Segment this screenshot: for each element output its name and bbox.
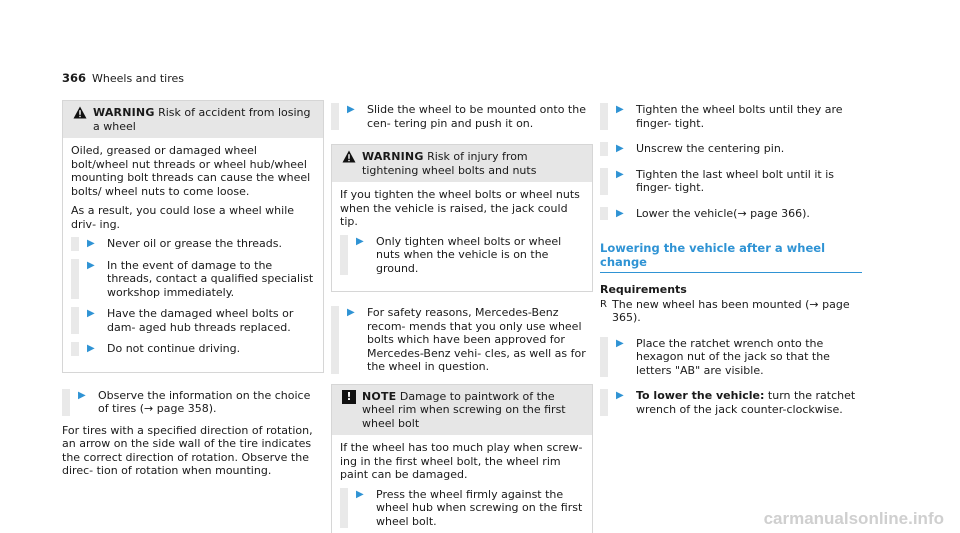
note-header (332, 385, 592, 436)
warning-paragraph: As a result, you could lose a wheel while driv‐ ing. (71, 204, 295, 231)
step-item: ▶ Observe the information on the choice of tires (→ page 358). (62, 389, 324, 416)
step-bar (331, 103, 339, 130)
column-3 (600, 100, 862, 424)
step-bar (600, 103, 608, 130)
note-box-paintwork (331, 384, 593, 533)
step-item: ▶ Tighten the last wheel bolt until it is finger- tight. (600, 168, 862, 195)
step-bar (340, 488, 348, 529)
step-bar (600, 207, 608, 221)
warning-label: WARNING (362, 150, 424, 163)
step-bar (600, 142, 608, 156)
step-arrow-icon: ▶ (356, 488, 364, 500)
watermark: carmanualsonline.info (763, 508, 944, 528)
section-name: Wheels and tires (92, 72, 185, 85)
note-label: NOTE (362, 389, 397, 403)
step-bar (62, 389, 70, 416)
warning-header (63, 101, 323, 138)
warning-box-wheel-loss (62, 100, 324, 373)
step-arrow-icon: ▶ (616, 207, 624, 219)
note-paragraph: If the wheel has too much play when screw‐ ing in the first wheel bolt, the wheel rim paint can be damaged. (340, 441, 583, 481)
step-item: ▶ In the event of damage to the threads, contact a qualified specialist workshop immediately. (71, 259, 315, 300)
bullet-mark: R (600, 298, 607, 310)
step-bar (71, 307, 79, 334)
step-item: ▶ For safety reasons, Mercedes-Benz recom‐ mends that you only use wheel bolts which have been approved for Mercedes-Benz vehi‐ cles, as well as for the wheel in question. (331, 306, 593, 374)
note-title: Damage to paintwork of the wheel rim when screwing on the first wheel bolt (362, 389, 566, 430)
step-item: ▶ Do not continue driving. (71, 342, 315, 356)
step-bar (600, 168, 608, 195)
step-arrow-icon: ▶ (616, 104, 624, 115)
column-2 (331, 100, 593, 533)
step-bar (600, 337, 608, 378)
step-arrow-icon: ▶ (87, 259, 95, 271)
step-item: ▶ Unscrew the centering pin. (600, 142, 862, 156)
warning-title: Risk of injury from tightening wheel bolts and nuts (362, 150, 537, 177)
step-emphasis: To lower the vehicle: (636, 389, 765, 402)
warning-header (332, 145, 592, 182)
warning-triangle-icon (73, 106, 93, 123)
warning-paragraph: If you tighten the wheel bolts or wheel nuts when the vehicle is raised, the jack could tip. (340, 188, 580, 228)
column-1 (62, 100, 324, 484)
requirements-heading: Requirements (600, 283, 687, 296)
step-bar (71, 259, 79, 300)
warning-box-tightening (331, 144, 593, 292)
step-bar (71, 237, 79, 251)
step-arrow-icon: ▶ (347, 307, 355, 318)
rotation-paragraph: For tires with a specified direction of rotation, an arrow on the side wall of the tire indicates the correct direction of rotation. Observe the direc‐ tion of rotation when mounting. (62, 423, 313, 477)
step-item: ▶ To lower the vehicle: turn the ratchet wrench of the jack counter-clockwise. (600, 389, 862, 416)
step-arrow-icon: ▶ (616, 390, 624, 401)
step-bar (71, 342, 79, 356)
step-bar (331, 306, 339, 374)
page-number: 366 (62, 71, 87, 85)
section-heading: Lowering the vehicle after a wheel change (600, 242, 862, 273)
step-item: ▶ Tighten the wheel bolts until they are finger- tight. (600, 103, 862, 130)
exclamation-icon: ! (342, 390, 356, 404)
step-arrow-icon: ▶ (616, 168, 624, 180)
step-bar (340, 235, 348, 276)
step-arrow-icon: ▶ (616, 337, 624, 349)
step-arrow-icon: ▶ (87, 343, 95, 354)
step-item: ▶ Press the wheel firmly against the wheel hub when screwing on the first wheel bolt. (340, 488, 584, 529)
step-arrow-icon: ▶ (616, 143, 624, 154)
step-arrow-icon: ▶ (87, 308, 95, 319)
warning-paragraph: Oiled, greased or damaged wheel bolt/wheel nut threads or wheel hub/wheel mounting bolt threads can cause the wheel bolts/ wheel nuts to come loose. (71, 144, 311, 198)
step-item: ▶ Place the ratchet wrench onto the hexagon nut of the jack so that the letters "AB" are visible. (600, 337, 862, 378)
step-item: ▶ Lower the vehicle(→ page 366). (600, 207, 862, 221)
step-arrow-icon: ▶ (87, 238, 95, 249)
step-item: ▶ Only tighten wheel bolts or wheel nuts when the vehicle is on the ground. (340, 235, 584, 276)
step-arrow-icon: ▶ (356, 235, 364, 247)
warning-title: Risk of accident from losing a wheel (93, 106, 311, 133)
step-arrow-icon: ▶ (347, 104, 355, 115)
warning-label: WARNING (93, 106, 155, 119)
requirement-item: R The new wheel has been mounted (→ page 365). (600, 297, 850, 324)
step-item: ▶ Have the damaged wheel bolts or dam‐ aged hub threads replaced. (71, 307, 315, 334)
warning-triangle-icon (342, 150, 362, 167)
step-arrow-icon: ▶ (78, 389, 86, 401)
step-bar (600, 389, 608, 416)
page-header (62, 72, 184, 86)
step-item: ▶ Slide the wheel to be mounted onto the cen‐ tering pin and push it on. (331, 103, 593, 130)
step-item: ▶ Never oil or grease the threads. (71, 237, 315, 251)
